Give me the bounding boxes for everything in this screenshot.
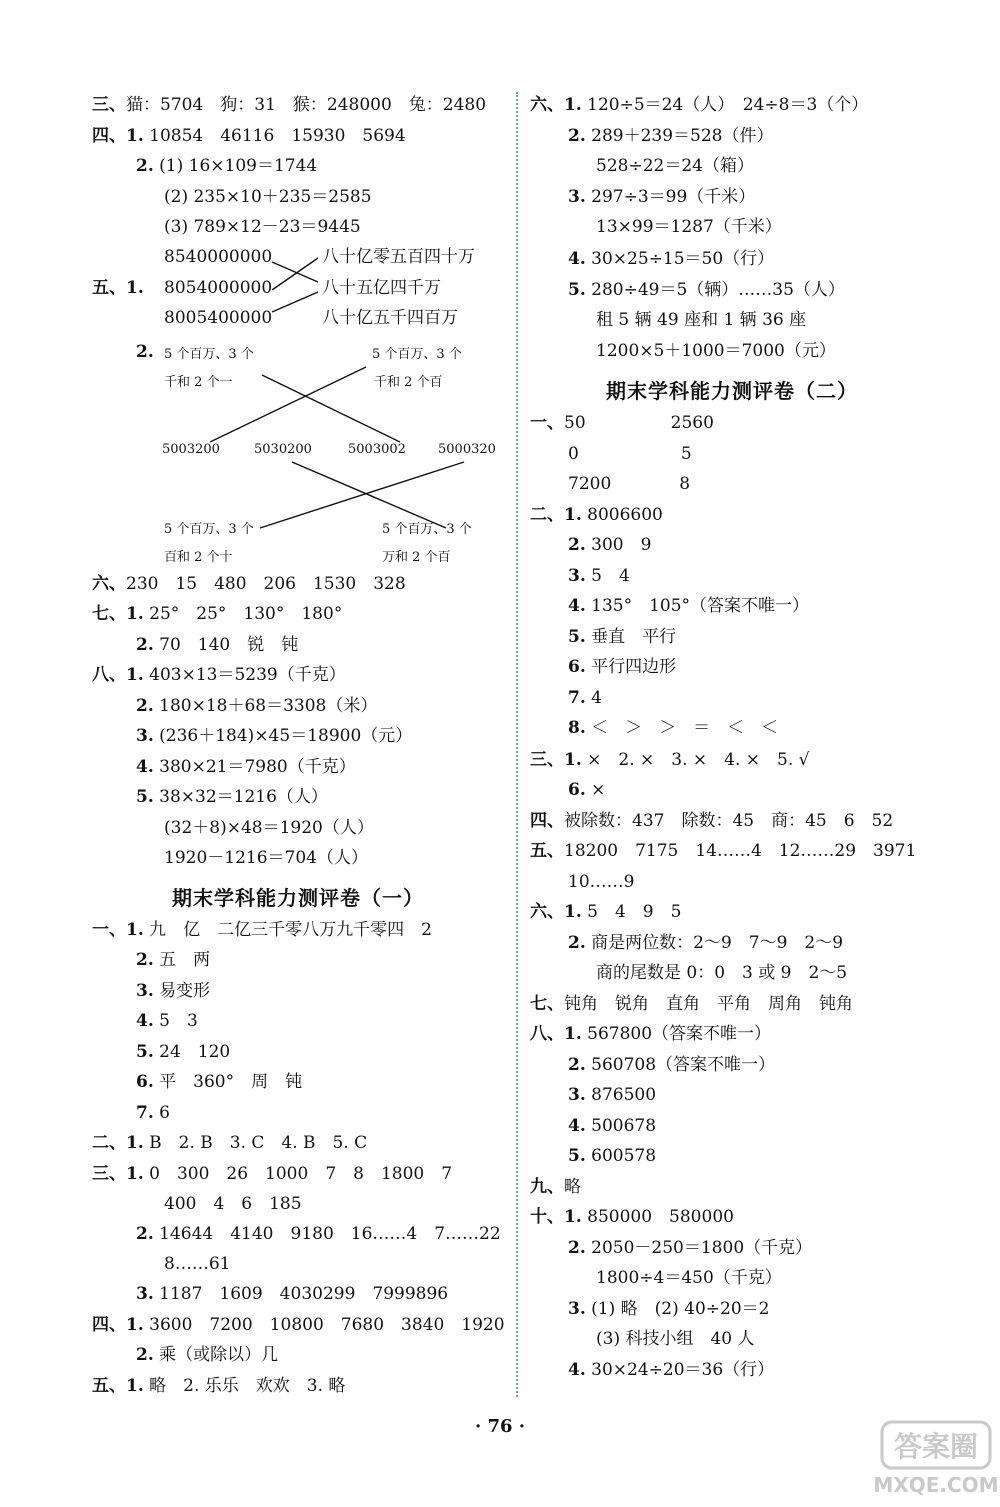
answer-line: 三、1. 0 300 26 1000 7 8 1800 7	[92, 1164, 453, 1184]
answer-line: 3. 297÷3＝99（千米）	[568, 187, 756, 207]
answer-line: 4. 5 3	[136, 1011, 198, 1031]
answer-line: 3. 1187 1609 4030299 7999896	[136, 1284, 449, 1304]
answer-line: 5. 垂直 平行	[568, 627, 677, 647]
answer-line: 八、1. 567800（答案不唯一）	[530, 1024, 772, 1044]
answer-line: 商的尾数是 0：0 3 或 9 2～5	[596, 963, 848, 983]
answer-line: 5. 280÷49＝5（辆）……35（人）	[568, 280, 845, 300]
section-heading: 期末学科能力测评卷（二）	[606, 379, 858, 403]
answer-line: 1800÷4＝450（千克）	[596, 1268, 782, 1288]
answer-line: 6. 平行四边形	[568, 657, 677, 677]
answer-line: 10……9	[568, 872, 635, 892]
answer-line: 2. 560708（答案不唯一）	[568, 1055, 776, 1075]
answer-line: 二、1. B 2. B 3. C 4. B 5. C	[92, 1133, 368, 1153]
answer-line: 六、1. 5 4 9 5	[530, 902, 682, 922]
answer-line: 2. 商是两位数：2～9 7～9 2～9	[568, 933, 844, 953]
answer-line: 7. 6	[136, 1103, 170, 1123]
match-number: 8005400000	[164, 308, 273, 328]
answer-line: 八、1. 403×13＝5239（千克）	[92, 665, 346, 685]
answer-line: 5. 38×32＝1216（人）	[136, 787, 328, 807]
answer-line: 400 4 6 185	[164, 1194, 302, 1214]
answer-line: 六、1. 120÷5＝24（人） 24÷8＝3（个）	[530, 95, 869, 115]
answer-line: 4. 135° 105°（答案不唯一）	[568, 596, 810, 616]
answer-line: 2. 70 140 锐 钝	[136, 635, 299, 655]
match-number: 5000320	[438, 442, 496, 457]
answer-line: 三、1. × 2. × 3. × 4. × 5. √	[530, 750, 810, 770]
answer-line: 2. 289＋239＝528（件）	[568, 126, 774, 146]
match-line	[210, 367, 366, 442]
match-line	[292, 462, 446, 528]
answer-line: 8. ＜ ＞ ＞ ＝ ＜ ＜	[568, 718, 779, 738]
answer-line: 7. 4	[568, 688, 602, 708]
answer-line: 七、1. 25° 25° 130° 180°	[92, 604, 343, 624]
answer-line: (2) 235×10＋235＝2585	[164, 187, 372, 207]
answer-line: 2. 300 9	[568, 535, 652, 555]
match-word: 八十五亿四千万	[322, 278, 441, 298]
answer-line: 3. 876500	[568, 1085, 657, 1105]
match-desc: 5 个百万、3 个	[382, 522, 472, 537]
answer-line: 四、1. 10854 46116 15930 5694	[92, 126, 406, 146]
answer-line: 2. (1) 16×109＝1744	[136, 156, 318, 176]
answer-line: 4. 500678	[568, 1116, 657, 1136]
match-word: 八十亿五千四百万	[322, 308, 458, 328]
answer-line: 二、1. 8006600	[530, 505, 663, 525]
match-line	[262, 375, 400, 442]
answer-line: 九、略	[530, 1177, 581, 1197]
match-line	[272, 258, 318, 290]
match-line	[272, 292, 318, 312]
question-number: 五、1.	[92, 278, 144, 298]
match-number: 5030200	[254, 442, 312, 457]
answer-line: 租 5 辆 49 座和 1 辆 36 座	[596, 310, 807, 330]
match-desc: 万和 2 个百	[382, 550, 451, 565]
answer-line: 十、1. 850000 580000	[530, 1207, 734, 1227]
answer-line: 6. ×	[568, 780, 606, 800]
answer-line: 4. 30×25÷15＝50（行）	[568, 249, 775, 269]
match-word: 八十亿零五百四十万	[322, 247, 475, 267]
match-desc: 千和 2 个一	[164, 375, 233, 390]
answer-line: 3. 5 4	[568, 566, 630, 586]
watermark-text: 答案圈	[893, 1430, 979, 1463]
answer-line: 2. 14644 4140 9180 16……4 7……22	[136, 1224, 501, 1244]
answer-line: 2. 五 两	[136, 950, 211, 970]
answer-line: 一、50 2560	[530, 413, 714, 433]
answer-line: 6. 平 360° 周 钝	[136, 1072, 303, 1092]
match-number: 5003200	[162, 442, 220, 457]
answer-line: 2. 180×18＋68＝3308（米）	[136, 696, 378, 716]
answer-line: 4. 380×21＝7980（千克）	[136, 757, 356, 777]
match-desc: 5 个百万、3 个	[372, 347, 462, 362]
match-line	[260, 462, 464, 528]
answer-line: (3) 789×12－23＝9445	[164, 217, 361, 237]
match-desc: 百和 2 个十	[164, 550, 233, 565]
answer-line: (32＋8)×48＝1920（人）	[164, 818, 374, 838]
answer-line: 五、18200 7175 14……4 12……29 3971	[530, 841, 917, 861]
answer-line: 2. 乘（或除以）几	[136, 1345, 279, 1365]
answer-line: 0 5	[568, 444, 692, 464]
answer-line: 3. 易变形	[136, 981, 211, 1001]
question-number: 2.	[136, 342, 154, 362]
section-heading: 期末学科能力测评卷（一）	[172, 886, 424, 910]
answer-line: (3) 科技小组 40 人	[596, 1329, 755, 1349]
answer-line: 六、230 15 480 206 1530 328	[92, 574, 406, 594]
answer-line: 3. (1) 略 (2) 40÷20＝2	[568, 1299, 770, 1319]
answer-line: 四、被除数：437 除数：45 商：45 6 52	[530, 811, 894, 831]
answer-line: 五、1. 略 2. 乐乐 欢欢 3. 略	[92, 1376, 346, 1396]
answer-line: 一、1. 九 亿 二亿三千零八万九千零四 2	[92, 920, 432, 940]
answer-line: 13×99＝1287（千米）	[596, 217, 782, 237]
page-number: · 76 ·	[474, 1416, 526, 1437]
answer-line: 2. 2050－250＝1800（千克）	[568, 1238, 813, 1258]
answer-line: 七、钝角 锐角 直角 平角 周角 钝角	[530, 994, 853, 1014]
match-desc: 5 个百万、3 个	[164, 347, 254, 362]
answer-line: 1920－1216＝704（人）	[164, 848, 368, 868]
answer-line: 三、猫：5704 狗：31 猴：248000 兔：2480	[92, 95, 487, 115]
watermark-logo	[873, 1418, 999, 1500]
match-desc: 5 个百万、3 个	[164, 522, 254, 537]
match-desc: 千和 2 个百	[374, 375, 443, 390]
answer-line: 5. 24 120	[136, 1042, 231, 1062]
answer-line: 1200×5＋1000＝7000（元）	[596, 341, 836, 361]
answer-line: 8……61	[164, 1254, 231, 1274]
answer-line: 528÷22＝24（箱）	[596, 156, 754, 176]
answer-line: 3. (236＋184)×45＝18900（元）	[136, 726, 413, 746]
answer-line: 四、1. 3600 7200 10800 7680 3840 1920	[92, 1315, 505, 1335]
watermark-domain: MXQE.COM	[873, 1473, 999, 1497]
match-number: 8540000000	[164, 247, 273, 267]
answer-line: 7200 8	[568, 474, 691, 494]
match-number: 5003002	[348, 442, 406, 457]
match-number: 8054000000	[164, 278, 273, 298]
match-line	[272, 262, 318, 282]
answer-line: 5. 600578	[568, 1146, 657, 1166]
answer-line: 4. 30×24÷20＝36（行）	[568, 1360, 775, 1380]
